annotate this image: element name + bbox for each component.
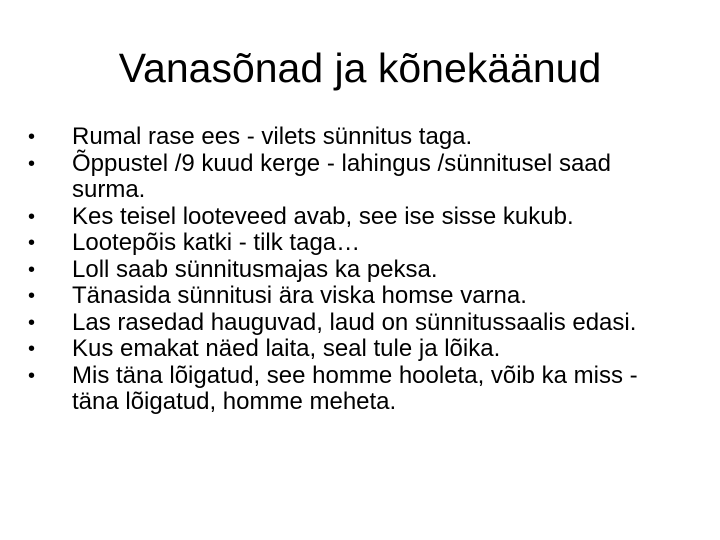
- list-item: [28, 124, 678, 151]
- slide-title: Vanasõnad ja kõnekäänud: [118, 45, 602, 91]
- list-item: [28, 336, 678, 363]
- bullet-icon: •: [28, 152, 36, 175]
- list-item: [28, 283, 678, 310]
- list-item: [28, 230, 678, 257]
- bullet-icon: •: [28, 338, 36, 360]
- list-item-text: Las rasedad hauguvad, laud on sünnitussaalis edasi.: [72, 308, 637, 336]
- bullet-icon: •: [28, 258, 36, 281]
- list-item-text: Kus emakat näed laita, seal tule ja lõika.: [72, 335, 501, 362]
- list-item: [28, 363, 678, 416]
- list-item-text: Õppustel /9 kuud kerge - lahingus /sünnitusel saad surma.: [72, 149, 612, 203]
- bullet-icon: •: [28, 311, 36, 334]
- list-item: [28, 151, 678, 204]
- list-item-text: Tänasida sünnitusi ära viska homse varna.: [72, 282, 527, 309]
- list-item: [28, 204, 678, 231]
- bullet-icon: •: [28, 364, 36, 387]
- bullet-icon: •: [28, 232, 36, 254]
- list-item-text: Rumal rase ees - vilets sünnitus taga.: [72, 123, 473, 150]
- list-item-text: Loll saab sünnitusmajas ka peksa.: [72, 255, 438, 283]
- list-item: [28, 310, 678, 337]
- bullet-icon: •: [28, 126, 36, 148]
- bullet-icon: •: [28, 285, 36, 307]
- list-item: [28, 257, 678, 284]
- list-item-text: Kes teisel looteveed avab, see ise sisse kukub.: [72, 202, 574, 230]
- bullet-icon: •: [28, 205, 36, 228]
- list-item-text: Lootepõis katki - tilk taga…: [72, 229, 361, 256]
- bullet-list: [28, 124, 678, 416]
- list-item-text: Mis täna lõigatud, see homme hooleta, võib ka miss - täna lõigatud, homme meheta.: [72, 361, 638, 415]
